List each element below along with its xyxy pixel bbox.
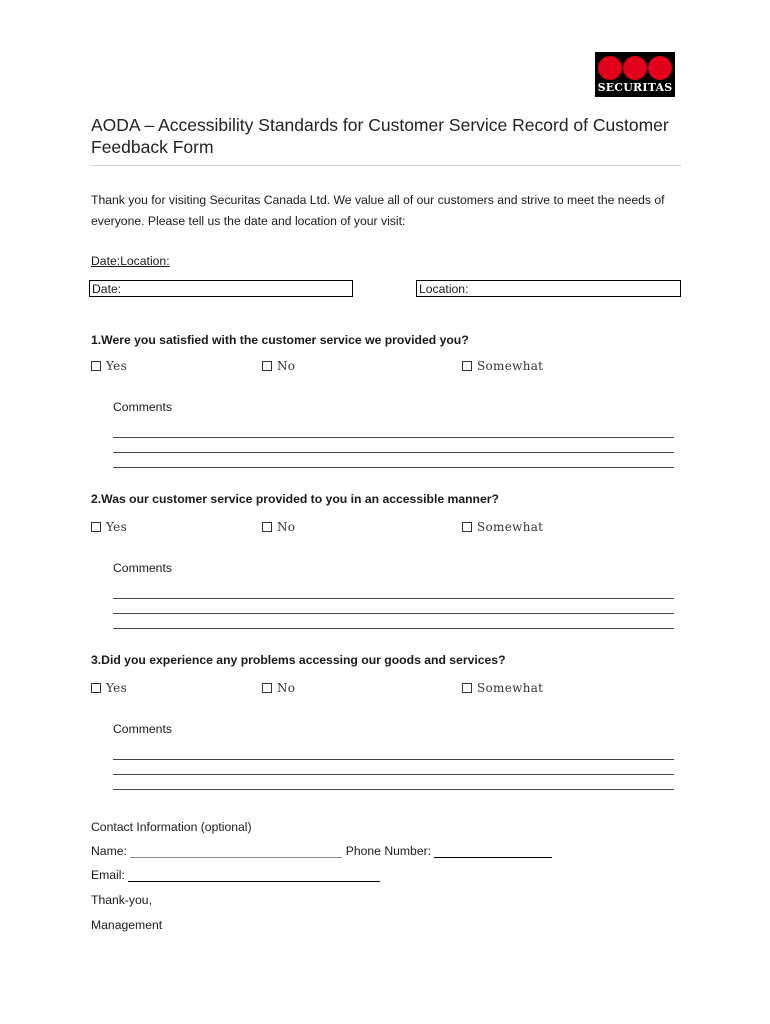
logo-wordmark: SECURITAS	[597, 81, 673, 94]
checkbox-icon	[262, 683, 272, 693]
q1-somewhat-checkbox[interactable]: Somewhat	[462, 359, 543, 373]
logo-dot	[648, 56, 672, 80]
checkbox-icon	[262, 522, 272, 532]
logo-dot	[598, 56, 622, 80]
checkbox-icon	[262, 361, 272, 371]
q1-no-checkbox[interactable]: No	[262, 359, 295, 373]
q2-somewhat-checkbox[interactable]: Somewhat	[462, 520, 543, 534]
q1-comments-label: Comments	[113, 400, 172, 414]
checkbox-icon	[462, 683, 472, 693]
checkbox-icon	[91, 361, 101, 371]
checkbox-icon	[462, 522, 472, 532]
checkbox-icon	[91, 522, 101, 532]
q1-yes-checkbox[interactable]: Yes	[91, 359, 127, 373]
logo-dot	[623, 56, 647, 80]
q2-no-checkbox[interactable]: No	[262, 520, 295, 534]
question-1: 1.Were you satisfied with the customer service we provided you?	[91, 333, 469, 347]
email-row	[91, 868, 691, 882]
q2-comment-line[interactable]	[113, 598, 674, 599]
intro-text: Thank you for visiting Securitas Canada Ltd. We value all of our customers and strive to meet the needs of everyone. Please tell us the date and location of your visit:	[91, 193, 665, 228]
phone-input-line[interactable]	[434, 857, 552, 858]
q3-comment-line[interactable]	[113, 759, 674, 760]
name-phone-row	[91, 844, 691, 858]
q2-comments-label: Comments	[113, 561, 172, 575]
q2-yes-checkbox[interactable]: Yes	[91, 520, 127, 534]
location-field[interactable]	[416, 280, 681, 297]
checkbox-icon	[91, 683, 101, 693]
form-title: AODA – Accessibility Standards for Customer Service Record of Customer Feedback Form	[91, 115, 669, 157]
q1-comment-line[interactable]	[113, 452, 674, 453]
q1-comment-line[interactable]	[113, 467, 674, 468]
q3-yes-checkbox[interactable]: Yes	[91, 681, 127, 695]
date-field[interactable]	[89, 280, 353, 297]
q2-comment-line[interactable]	[113, 613, 674, 614]
question-2: 2.Was our customer service provided to you in an accessible manner?	[91, 492, 499, 506]
q2-comment-line[interactable]	[113, 628, 674, 629]
name-label: Name:	[91, 844, 127, 858]
securitas-logo	[595, 52, 675, 97]
name-input-line[interactable]	[130, 857, 342, 858]
title-divider	[91, 165, 681, 166]
q1-comment-line[interactable]	[113, 437, 674, 438]
date-field-label: Date:	[92, 282, 122, 296]
location-field-label: Location:	[419, 282, 469, 296]
q3-comments-label: Comments	[113, 722, 172, 736]
phone-label: Phone Number:	[345, 844, 432, 858]
question-3: 3.Did you experience any problems accessing our goods and services?	[91, 653, 506, 667]
checkbox-icon	[462, 361, 472, 371]
email-input-line[interactable]	[128, 881, 380, 882]
q3-somewhat-checkbox[interactable]: Somewhat	[462, 681, 543, 695]
contact-heading: Contact Information (optional)	[91, 820, 252, 834]
signoff-text: Management	[91, 918, 163, 932]
thank-you-text: Thank-you,	[91, 893, 152, 907]
date-location-label: Date:Location:	[91, 254, 170, 268]
q3-comment-line[interactable]	[113, 774, 674, 775]
email-label: Email:	[91, 868, 125, 882]
q3-no-checkbox[interactable]: No	[262, 681, 295, 695]
q3-comment-line[interactable]	[113, 789, 674, 790]
